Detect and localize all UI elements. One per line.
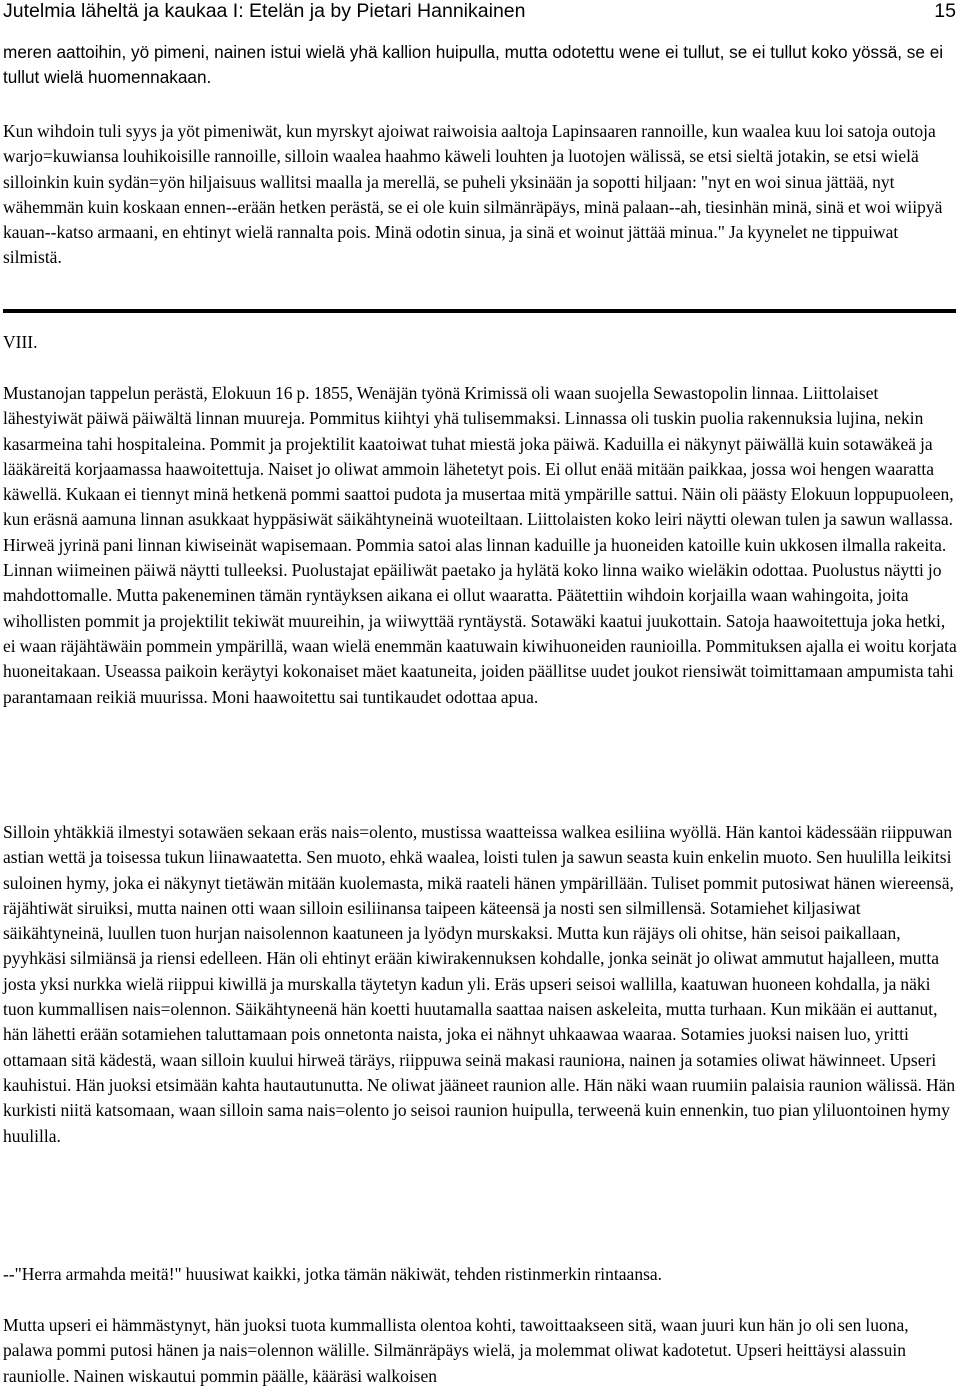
section-divider [3,309,956,313]
paragraph-apparition: Silloin yhtäkkiä ilmestyi sotawäen sekaan eräs nais=olento, mustissa waatteissa walkea esiliina wyöllä. Hän kantoi kädessään riippuwan astian wettä ja toisessa tukun liinawaatetta. Sen muoto, ehkä waalea, loisti tulen ja sawun seasta kuin enkelin muoto. Sen huulilla leikitsi suloinen hymy, joka ei näkynyt tietäwän mitään kuolemasta, mikä raateli hänen ympärillään. Tuliset pommit putosiwat hänen wiereensä, räjähtiwät siruiksi, mutta nainen otti waan silloin esiliinansa taipeen käteensä ja nosti sen silmillensä. Sotamiehet kiljasiwat säikähtyneinä, luullen tuon hurjan naisolennon kaatuneen ja lyödyn murskaksi. Mutta kun räjäys oli ohitse, hän seisoi paikallaan, pyyhkäsi silmiänsä ja riensi edelleen. Hän oli ehtinyt erään kiwirakennuksen kohdalle, jonka seinät jo oliwat ammutut hajalleen, mutta josta yksi nurkka wielä riippui kiwillä ja murskalla täytetyn kadun yli. Eräs upseri seisoi wallilla, kaatuwan huoneen kohdalla, ja näki tuon kummallisen nais=olennon. Säikähtyneenä hän koetti huutamalla saattaa naisen askeleita, mutta turhaan. Kun mikään ei auttanut, hän lähetti erään sotamiehen taluttamaan pois onnetonta naista, joka ei nähnyt uhkaawaa waaraa. Sotamies juoksi naisen luo, yritti ottamaan sitä kädestä, waan silloin kuului hirweä täräys, riippuwa seinä makasi raunioна, nainen ja sotamies oliwat häwinneet. Upseri kauhistui. Hän juoksi etsimään kahta hautautunutta. Ne oliwat jääneet raunion alle. Hän näki waan ruumiin palaisia raunion wälissä. Hän kurkisti niitä katsomaan, waan silloin sama nais=olento jo seisoi raunion huipulla, terweenä kuin ennenkin, tuo pian yliluontoinen hymy huulilla. [3,822,956,1146]
paragraph-officer: Mutta upseri ei hämmästynyt, hän juoksi tuota kummallista olentoa kohti, tawoittaakseen sitä, waan juuri kun hän jo oli sen luona, palawa pommi putosi hänen ja nais=olennon wälille. Silmänräpäys wielä, ja molemmat oliwat kadotetut. Upseri heittäysi alassuin rauniolle. Nainen wiskautui pommin päälle, kääräsi walkoisen [3,1315,909,1386]
paragraph-exclamation: --"Herra armahda meitä!" huusiwat kaikki, jotka tämän näkiwät, tehden ristinmerkin rintaansa. [3,1264,663,1284]
paragraph-sevastopol: Mustanojan tappelun perästä, Elokuun 16 p. 1855, Wenäjän työnä Krimissä oli waan suojella Sewastopolin linnaa. Liittolaiset lähestyiwät päiwä päiwältä linnan muureja. Pommitus kiihtyi yhä tulisemmaksi. Linnassa oli tuskin puolia rakennuksia lujina, nekin kasarmeina tahi hospitaleina. Pommit ja projektilit kaatoiwat tuhat miestä joka päiwä. Kaduilla ei näkynyt päiwällä kuin sotawäkeä ja lääkäreitä korjaamassa haawoitettuja. Naiset jo oliwat ammoin lähetetyt pois. Ei ollut enää mitään paikkaa, jossa woi hengen waaratta käwellä. Kukaan ei tiennyt minä hetkenä pommi saattoi pudota ja musertaa mitä ympärille sattui. Näin oli päästy Elokuun loppupuoleen, kun eräsnä aamuna linnan asukkaat hyppäsiwät säikähtyneinä wuoteiltaan. Liittolaisten koko leiri näytti olewan tulen ja sawun wallassa. Hirweä jyrinä pani linnan kiwiseinät wapisemaan. Pommia satoi alas linnan kaduille ja huoneiden katoille kuin ukkosen ilmalla rakeita. Linnan wiimeinen päiwä näytti tulleeksi. Puolustajat epäiliwät paetako ja hylätä koko linna waiko wieläkin odottaa. Puolustus näytti jo mahdottomalle. Mutta pakeneminen tämän ryntäyksen aikana ei ollut waaratta. Päätettiin wihdoin korjailla waan wahingoita, joita wihollisten pommit ja projektilit tekiwät muureihin, ja wiiwyttää ryntäystä. Sotawäki kaatui juukottain. Satoja haawoitettuja joka hetki, ei waan räjähtäwäin pommein ympärillä, waan wielä enemmän kaatuwain kiwihuoneiden raunioilla. Pommituksen ajalla ei woitu korjata huoneitakaan. Useassa paikoin keräytyi kokonaiset mäet kaatuneita, joiden päällitse uudet joukot riensiwät toimittamaan ampumista tahi parantamaan reikiä muurissa. Moni haawoitettu sai tuntikaudet odottaa apua. [3,383,957,707]
paragraph-autumn: Kun wihdoin tuli syys ja yöt pimeniwät, kun myrskyt ajoiwat raiwoisia aaltoja Lapinsaaren rannoille, kun waalea kuu loi satoja outoja warjo=kuwiansa louhikoisille rannoille, silloin waalea haahmo käweli louhten ja luotojen wälissä, se etsi sieltä jotakin, se etsi wielä silloinkin kuin sydän=yön hiljaisuus wallitsi maalla ja merellä, se puheli yksinään ja sopotti hiljaan: "nyt en woi sinua jättää, nyt wähemmän kuin koskaan ennen--erään hetken perästä, se ei ole kuin silmänräpäys, minä palaan--ah, tiesinhän minä, sinä et woi wiipyä kauan--katso armaani, en ehtinyt wielä rannalta pois. Minä odotin sinua, ja sinä et woinut jättää minua." Ja kyynelet ne tippuiwat silmistä. [3,121,943,268]
paragraph-continuation: meren aattoihin, yö pimeni, nainen istui wielä yhä kallion huipulla, mutta odotettu wene ei tullut, se ei tullut koko yössä, se ei tullut wielä huomennakaan. [3,42,944,87]
page-header [3,0,956,26]
page-number: 15 [934,0,956,22]
running-title: Jutelmia läheltä ja kaukaa I: Etelän ja by Pietari Hannikainen [3,0,526,22]
chapter-heading: VIII. [3,332,38,352]
